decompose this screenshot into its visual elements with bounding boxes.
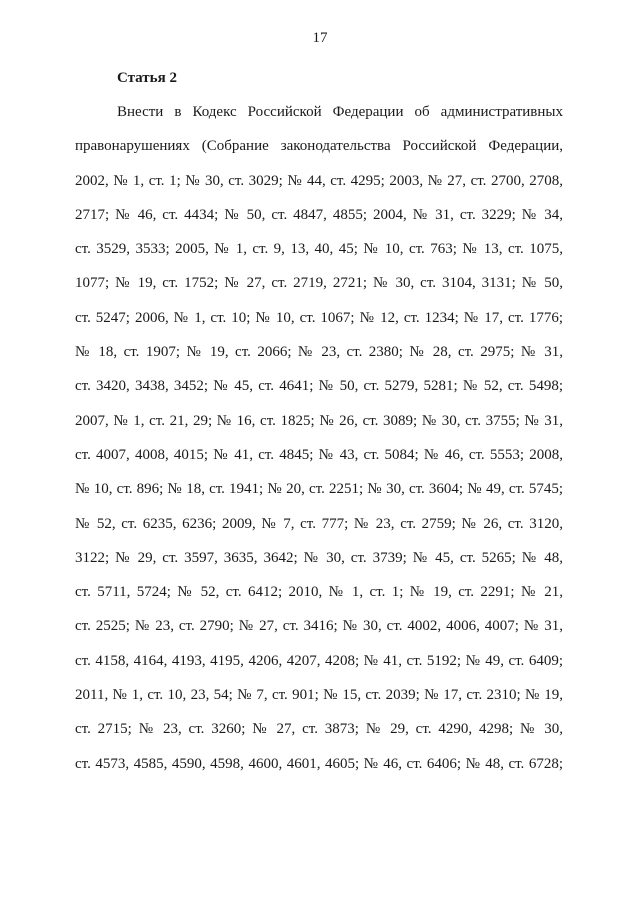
body-line: правонарушениях (Собрание законодательства Российской Федерации, xyxy=(75,138,563,155)
body-line: ст. 2715; № 23, ст. 3260; № 27, ст. 3873; № 29, ст. 4290, 4298; № 30, xyxy=(75,721,563,738)
body-line: ст. 4573, 4585, 4590, 4598, 4600, 4601, 4605; № 46, ст. 6406; № 48, ст. 6728; xyxy=(75,755,563,772)
body-line: 3122; № 29, ст. 3597, 3635, 3642; № 30, ст. 3739; № 45, ст. 5265; № 48, xyxy=(75,549,563,566)
body-line: 2011, № 1, ст. 10, 23, 54; № 7, ст. 901; № 15, ст. 2039; № 17, ст. 2310; № 19, xyxy=(75,687,563,704)
body-line: № 18, ст. 1907; № 19, ст. 2066; № 23, ст. 2380; № 28, ст. 2975; № 31, xyxy=(75,344,563,361)
body-line: 1077; № 19, ст. 1752; № 27, ст. 2719, 2721; № 30, ст. 3104, 3131; № 50, xyxy=(75,275,563,292)
body-line: Внести в Кодекс Российской Федерации об административных xyxy=(117,104,563,120)
body-line: № 10, ст. 896; № 18, ст. 1941; № 20, ст. 2251; № 30, ст. 3604; № 49, ст. 5745; xyxy=(75,481,563,498)
body-line: ст. 5711, 5724; № 52, ст. 6412; 2010, № 1, ст. 1; № 19, ст. 2291; № 21, xyxy=(75,584,563,601)
body-line: ст. 3529, 3533; 2005, № 1, ст. 9, 13, 40, 45; № 10, ст. 763; № 13, ст. 1075, xyxy=(75,241,563,258)
body-line: ст. 5247; 2006, № 1, ст. 10; № 10, ст. 1067; № 12, ст. 1234; № 17, ст. 1776; xyxy=(75,309,563,326)
body-line: ст. 4007, 4008, 4015; № 41, ст. 4845; № 43, ст. 5084; № 46, ст. 5553; 2008, xyxy=(75,446,563,463)
body-line: ст. 2525; № 23, ст. 2790; № 27, ст. 3416; № 30, ст. 4002, 4006, 4007; № 31, xyxy=(75,618,563,635)
article-body xyxy=(75,101,563,787)
body-line: 2002, № 1, ст. 1; № 30, ст. 3029; № 44, ст. 4295; 2003, № 27, ст. 2700, 2708, xyxy=(75,172,563,189)
body-line: № 52, ст. 6235, 6236; 2009, № 7, ст. 777; № 23, ст. 2759; № 26, ст. 3120, xyxy=(75,515,563,532)
body-line: 2007, № 1, ст. 21, 29; № 16, ст. 1825; № 26, ст. 3089; № 30, ст. 3755; № 31, xyxy=(75,412,563,429)
body-line: ст. 3420, 3438, 3452; № 45, ст. 4641; № 50, ст. 5279, 5281; № 52, ст. 5498; xyxy=(75,378,563,395)
body-line: ст. 4158, 4164, 4193, 4195, 4206, 4207, 4208; № 41, ст. 5192; № 49, ст. 6409; xyxy=(75,652,563,669)
article-heading: Статья 2 xyxy=(117,70,177,86)
body-line: 2717; № 46, ст. 4434; № 50, ст. 4847, 4855; 2004, № 31, ст. 3229; № 34, xyxy=(75,206,563,223)
page-number: 17 xyxy=(312,30,328,46)
